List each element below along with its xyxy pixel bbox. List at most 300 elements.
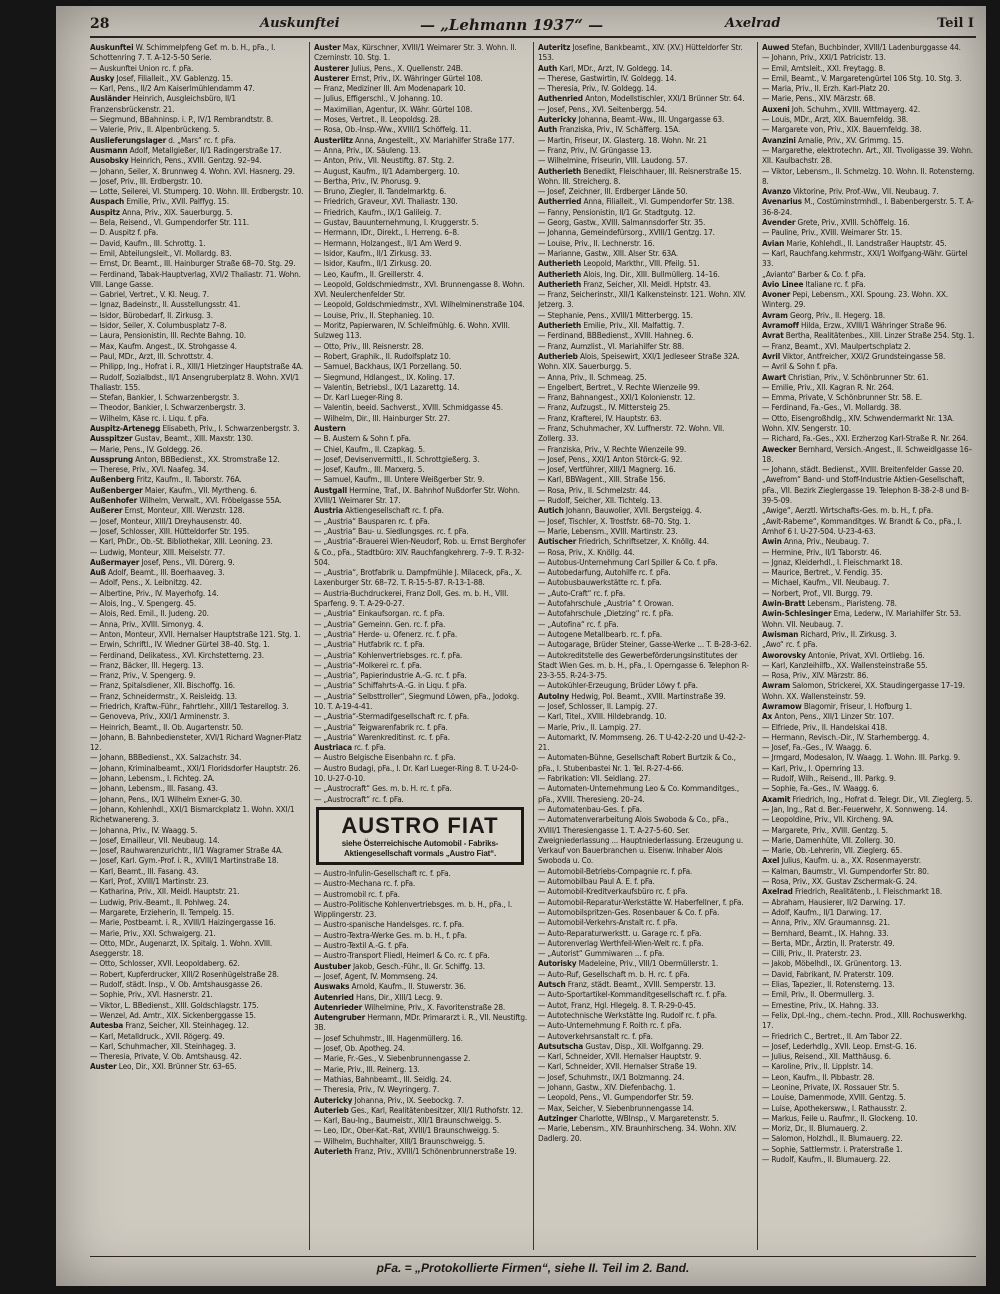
entry-surname: Autherieth [538, 258, 582, 269]
entry-details: — Siegmund, Hdlangest., IX. Koling. 17. [314, 371, 455, 382]
entry-details: Hans, Dir., XIII/1 Lecg. 9. [356, 991, 443, 1002]
directory-entry [314, 104, 528, 114]
directory-entry [538, 588, 752, 598]
directory-entry [762, 536, 976, 546]
entry-details: — Anna, Priv., XIV. Graumannsg. 21. [762, 917, 890, 928]
entry-details: — Austro-Textra-Werke Ges. m. b. H., f. pFa. [314, 929, 467, 940]
entry-details: — Autofahrschule „Dietzing“ rc. f. pFa. [538, 608, 674, 619]
entry-surname: Austuber [314, 960, 351, 971]
directory-entry [538, 958, 752, 968]
directory-entry [538, 145, 752, 155]
entry-surname: Axamit [762, 793, 791, 804]
directory-entry [90, 207, 304, 217]
directory-entry [538, 711, 752, 721]
directory-entry [538, 341, 752, 351]
entry-details: — Louise, Damenmode, XVIII. Gentzg. 5. [762, 1092, 906, 1103]
entry-details: Grete, Priv., XVIII. Schöffelg. 16. [797, 217, 910, 228]
entry-details: Italiane rc. f. pFa. [805, 278, 866, 289]
directory-entry [762, 392, 976, 402]
entry-surname: Autenried [314, 991, 354, 1002]
entry-details: — Hermann, Holzangest., II/1 Am Werd 9. [314, 237, 462, 248]
directory-entry [762, 763, 976, 773]
entry-details: — Anna, Priv., IX. Säuleng. 13. [314, 144, 421, 155]
entry-details: — Automarkt, IV. Mommseng. 26. T U-42-2-20 und U-42-2-21. [538, 731, 746, 753]
entry-details: — Otto, Eisengroßhdlg., XIV. Schwendermarkt Nr. 13A. Wohn. XIV. Sengerstr. 10. [762, 412, 955, 433]
entry-details: — Theodor, Bankier, I. Schwarzenbergstr. 3. [90, 402, 246, 413]
entry-details: Anton, Modellstischler, XXI/1 Brünner Str. 64. [585, 93, 745, 104]
directory-entry [762, 83, 976, 93]
entry-surname: Awram [762, 680, 791, 691]
directory-entry [538, 372, 752, 382]
directory-entry [762, 588, 976, 598]
entry-details: Richard, Priv., II. Zirkusg. 3. [800, 628, 897, 639]
directory-entry [762, 979, 976, 989]
entry-details: — Viktor, Lebensm., II. Schmelzg. 10. Wohn. II. Rotensterng. 8. [762, 165, 975, 186]
entry-surname: Autenrieder [314, 1001, 363, 1012]
directory-entry [314, 1002, 528, 1012]
directory-entry [90, 825, 304, 835]
entry-surname: Awisman [762, 628, 799, 639]
directory-entry [762, 289, 976, 310]
directory-entry [90, 763, 304, 773]
directory-entry [90, 907, 304, 917]
directory-entry [762, 907, 976, 917]
entry-details: — Austro Budagi, pFa., I. Dr. Karl Lueger-Ring 8. T. U-24-0-10. U-27-0-10. [314, 762, 519, 784]
entry-details: rc. f. pFa. [354, 742, 386, 753]
entry-details: — Isidor, Kaufm., II/1 Zirkusg. 20. [314, 258, 432, 269]
entry-details: — Margarete, Priv., XVIII. Gentzg. 5. [762, 824, 889, 835]
directory-entry [538, 773, 752, 783]
entry-details: — Adolf, Kaufm., II/1 Darwing. 17. [762, 906, 882, 917]
directory-entry [762, 196, 976, 217]
directory-entry [90, 969, 304, 979]
directory-entry [762, 166, 976, 187]
entry-details: — Austromobil rc. f. pFa. [314, 888, 400, 899]
directory-entry [90, 320, 304, 330]
entry-details: — Jan, Ing., Rat d. Ber.-Feuerwehr, X. Sonnweng. 14. [762, 803, 948, 814]
directory-entry [314, 73, 528, 83]
directory-entry [314, 783, 528, 793]
entry-details: Bernhard, Versich.-Angest., II. Schweidlgasse 16–18. [762, 443, 973, 464]
entry-details: — Josef, Fa.-Ges., IV. Waagg. 6. [762, 742, 872, 753]
directory-entry [314, 660, 528, 670]
entry-details: Aktiengesellschaft rc. f. pFa. [345, 505, 444, 516]
entry-details: — „Austria“ Einkaufsorgan. rc. f. pFa. [314, 608, 445, 619]
directory-entry [314, 83, 528, 93]
entry-details: — Louise, Priv., II. Stephanieg. 10. [314, 309, 434, 320]
directory-entry [762, 557, 976, 567]
entry-details: — Johann, Pens., IX/1 Wilhelm Exner-G. 30. [90, 793, 242, 804]
entry-surname: Auterieb [314, 1104, 349, 1115]
directory-entry [90, 1020, 304, 1030]
entry-surname: Avram [762, 309, 788, 320]
entry-details: — Austro-Mechana rc. f. pFa. [314, 878, 416, 889]
ad-title: AUSTRO FIAT [341, 812, 499, 838]
entry-details: — Emil, Beamt., V. Margaretengürtel 106 Stg. 10. Stg. 3. [762, 72, 962, 83]
directory-entry [90, 855, 304, 865]
directory-entry [90, 227, 304, 237]
entry-details: — Mathias, Bahnbeamt., III. Seidlg. 24. [314, 1073, 452, 1084]
directory-entry [762, 310, 976, 320]
entry-surname: Austriaca [314, 742, 352, 753]
directory-entry [314, 361, 528, 371]
entry-details: — Johann, Seiler, X. Brunnweg 4. Wohn. XVI. Hasnerg. 29. [90, 165, 295, 176]
directory-entry [538, 1010, 752, 1020]
directory-entry [314, 1146, 528, 1156]
entry-details: — Franz, Aumzlist., VI. Mariahilfer Str. 88. [538, 340, 684, 351]
directory-entry [90, 619, 304, 629]
entry-details: — David, Kaufm., III. Schrottg. 1. [90, 237, 206, 248]
entry-details: — Felix, Dpl.-Ing., chem.-techn. Prod., XIII. Rochuswerkhg. 17. [762, 1009, 967, 1031]
directory-entry [762, 382, 976, 392]
directory-entry [762, 742, 976, 752]
entry-surname: Avender [762, 217, 796, 228]
directory-entry [762, 238, 976, 248]
directory-entry [538, 557, 752, 567]
directory-entry [90, 866, 304, 876]
directory-entry [90, 299, 304, 309]
directory-entry [762, 73, 976, 83]
directory-entry [90, 722, 304, 732]
directory-entry [90, 464, 304, 474]
directory-entry [90, 258, 304, 268]
directory-entry [538, 227, 752, 237]
entry-details: „Awo“ rc. f. pFa. [762, 639, 818, 650]
entry-surname: Autherieth [538, 165, 582, 176]
entry-details: — Siegmund, BBahninsp. i. P., IV/1 Rembrandtstr. 8. [90, 114, 273, 125]
directory-entry [90, 516, 304, 526]
entry-details: Benedikt, Fleischhauer, III. Reisnerstraße 15. Wohn. III. Streicherg. 8. [538, 165, 742, 186]
entry-details: — „Austria“ Schiffahrts-A.-G. in Liqu. f. pFa. [314, 680, 467, 691]
directory-entry [90, 536, 304, 546]
directory-entry [762, 1133, 976, 1143]
entry-surname: Avenarius [762, 196, 802, 207]
directory-entry [538, 464, 752, 474]
directory-entry [314, 1043, 528, 1053]
directory-entry [314, 433, 528, 443]
entry-details: — Samuel, Kaufm., III. Untere Weißgerber Str. 9. [314, 474, 485, 485]
directory-entry [538, 886, 752, 896]
entry-details: — Karoline, Priv., II. Lipplstr. 14. [762, 1061, 873, 1072]
directory-entry [314, 63, 528, 73]
entry-details: — Moses, Vertret., II. Leopoldsg. 28. [314, 114, 441, 125]
directory-entry [314, 464, 528, 474]
entry-details: Amalie, Priv., XV. Grimmg. 15. [798, 134, 904, 145]
entry-details: Ges., Karl, Realitätenbesitzer, XII/1 Ruthofstr. 12. [350, 1104, 523, 1115]
entry-details: — Samuel, Backhaus, IX/1 Porzellang. 50. [314, 361, 462, 372]
column-divider [757, 42, 758, 1250]
directory-entry [90, 330, 304, 340]
entry-details: — Abraham, Hausierer, II/2 Darwing. 17. [762, 896, 906, 907]
entry-details: — Josef, Monteur, XIII/1 Dreyhausenstr. 40. [90, 515, 242, 526]
entry-details: — Pauline, Priv., XVIII. Weimarer Str. 15. [762, 227, 903, 238]
directory-entry [538, 392, 752, 402]
entry-details: — Friedrich, Kraftw.-Führ., Fahrtlehr., XIII/1 Testarellog. 3. [90, 701, 289, 711]
directory-entry [314, 217, 528, 227]
directory-entry [314, 155, 528, 165]
entry-surname: Auspach [90, 196, 125, 207]
entry-details: Arnold, Kaufm., II. Stuwerstr. 36. [351, 981, 466, 992]
entry-surname: Auth [538, 124, 558, 135]
entry-surname: Auxeni [762, 103, 790, 114]
directory-entry [762, 1092, 976, 1102]
entry-details: — Margarete, Erzieherin, II. Tempelg. 15. [90, 906, 234, 917]
directory-entry [762, 804, 976, 814]
entry-details: — Dr. Karl Lueger-Ring 8. [314, 392, 403, 403]
entry-surname: Auterieth [314, 1145, 353, 1156]
directory-entry [314, 878, 528, 888]
directory-entry [90, 660, 304, 670]
entry-details: — Karl, BBWagent., XIII. Straße 156. [538, 474, 666, 485]
entry-details: — Autokreditstelle des Gewerbeförderungsinstitutes der Stadt Wien Ges. m. b. H., pFa., I. Operngasse 6. Telephon R-23-3-55. R-24-3-75. [538, 649, 749, 681]
entry-details: — Josef, Lederhdlg., XVII. Leop. Ernst-G. 16. [762, 1040, 917, 1051]
entry-details: — Heinrich, Beamt., II. Ob. Augartenstr. 50. [90, 721, 244, 732]
directory-entry [538, 351, 752, 372]
entry-details: — Johann, Gastw., XIV. Diefenbachg. 1. [538, 1081, 676, 1092]
entry-details: — „Austria“ Selbsttroller“, Siegmund Löwen, pFa., Jodokg. 10. T. A-19-4-41. [314, 690, 520, 711]
entry-details: — Anna, Priv., XVIII. Simonyg. 4. [90, 618, 204, 629]
entry-details: — Johann, Kohlenhdl., XXI/1 Bismarckplatz 1. Wohn. XXI/1 Richetwanereng. 3. [90, 803, 295, 825]
entry-details: Max, Kürschner, XVIII/1 Weimarer Str. 3. Wohn. II. Czerninstr. 10. Stg. 1. [314, 42, 517, 63]
directory-entry [314, 1095, 528, 1105]
entry-details: Salomon, Strickerei, XX. Staudingergasse 17–19. Wohn. XX. Wallensteinstr. 59. [762, 680, 965, 701]
entry-surname: Austerer [314, 72, 349, 83]
directory-entry [762, 93, 976, 103]
entry-details: — Franz, Bahnangest., XXI/1 Kolonienstr. 12. [538, 392, 696, 403]
directory-entry [314, 732, 528, 742]
entry-surname: Außenberger [90, 484, 143, 495]
entry-details: — Franziska, Priv., V. Rechte Wienzeile 99. [538, 443, 687, 454]
entry-surname: Autsch [538, 979, 566, 990]
entry-details: Franz, Seicher, XII. Meidl. Hptstr. 43. [583, 278, 711, 289]
entry-details: Johanna, Priv., IX. Seebockg. 7. [354, 1094, 464, 1105]
entry-details: — „Austria“ Bau- u. Siedlungsges. rc. f. pFa. [314, 525, 469, 536]
entry-surname: Avril [762, 350, 781, 361]
entry-details: Lebensm., Piaristeng. 78. [807, 598, 897, 609]
directory-entry [314, 176, 528, 186]
directory-entry [314, 124, 528, 134]
entry-details: — Erwin, Schriftl., IV. Wiedner Gürtel 38–40. Stg. 1. [90, 639, 270, 650]
directory-entry [538, 1123, 752, 1144]
directory-entry [538, 330, 752, 340]
entry-details: Karl, MDr., Arzt, IV. Goldegg. 14. [559, 62, 673, 73]
directory-entry [90, 402, 304, 412]
entry-details: Christian, Priv., V. Schönbrunner Str. 61. [788, 371, 929, 382]
entry-details: Viktor, Antfreicher, XXI/2 Grundsteingasse 58. [782, 350, 946, 361]
entry-details: — Avril & Sohn f. pFa. [762, 361, 838, 372]
page-footer: pFa. = „Protokollierte Firmen“, siehe II. Teil im 2. Band. [90, 1256, 976, 1279]
entry-details: Adolf, Beamt., III. Boerhaaveg. 3. [108, 567, 225, 578]
entry-details: — Maurice, Bertret., V. Fendig. 35. [762, 567, 883, 578]
entry-details: — Franz, Krafterei, IV. Hauptstr. 63. [538, 412, 662, 423]
entry-details: — Wilhelm, Dir., III. Hainburger Str. 27. [314, 412, 450, 423]
entry-details: — Leo, IDr., Ober-Kat.-Rat, XVIII/1 Braunschweigg. 5. [314, 1125, 500, 1136]
directory-entry [762, 351, 976, 361]
directory-entry [538, 577, 752, 587]
entry-details: — Ferdinand, Delikatess., XVI. Kirchstetterng. 23. [90, 649, 264, 660]
directory-entry [314, 722, 528, 732]
directory-entry [538, 279, 752, 289]
directory-entry [90, 794, 304, 804]
entry-details: Ernst, Priv., IX. Währinger Gürtel 108. [351, 72, 483, 83]
entry-details: — „Austria“-Molkerei rc. f. pFa. [314, 659, 422, 670]
entry-details: — Franz, Schuhmacher, XV. Luffnerstr. 72. Wohn. VII. Zollerg. 33. [538, 422, 725, 444]
entry-details: — Leonine, Private, IX. Rossauer Str. 5. [762, 1081, 900, 1092]
directory-entry [90, 938, 304, 959]
entry-surname: Auwed [762, 42, 790, 52]
entry-details: — Franz, Seicherinstr., XII/1 Kalkensteinstr. 121. Wohn. XIV. Jetzerg. 3. [538, 289, 746, 310]
directory-entry [90, 505, 304, 515]
entry-details: M., Costüminstrmhdl., I. Babenbergerstr. 5. T. A-36-8-24. [762, 196, 974, 217]
directory-entry [90, 588, 304, 598]
directory-entry [314, 691, 528, 712]
directory-entry [90, 114, 304, 124]
entry-details: — Autofahrschule „Austria“ f. Orowan. [538, 598, 674, 609]
directory-entry [762, 474, 976, 505]
entry-details: Johann, Bauwolier, XVII. Bergsteigg. 4. [565, 505, 702, 516]
entry-details: — „Austria“ Teigwarenfabrik rc. f. pFa. [314, 721, 448, 732]
directory-entry [314, 899, 528, 920]
entry-details: — Johann, BBBedienst., XX. Salzachstr. 34. [90, 752, 242, 763]
entry-surname: Ausspitzer [90, 433, 133, 444]
entry-details: — Josef, Karl. Gym.-Prof. i. R., XVIII/1 Martinstraße 18. [90, 855, 279, 866]
directory-entry [90, 670, 304, 680]
directory-entry [538, 248, 752, 258]
entry-details: — Norbert, Prof., VII. Burgg. 79. [762, 587, 873, 598]
entry-surname: Autherried [538, 196, 582, 207]
directory-entry [762, 135, 976, 145]
entry-details: — Rudolf, Seicher, XII. Tichtelg. 13. [538, 495, 662, 506]
entry-details: Anna, Angestellt., XV. Mariahilfer Straße 177. [355, 134, 515, 145]
directory-entry [314, 940, 528, 950]
column-2 [314, 42, 528, 1250]
directory-entry [90, 341, 304, 351]
directory-entry [314, 248, 528, 258]
entry-details: Heinrich, Ausgleichsbüro, II/1 Franzensbrückenstr. 21. [90, 93, 236, 114]
entry-details: — Rosa, Priv., II. Schmelzstr. 44. [538, 484, 651, 495]
directory-entry [314, 166, 528, 176]
directory-entry [314, 93, 528, 103]
directory-entry [538, 269, 752, 279]
entry-details: „Awefrom“ Band- und Stoff-Industrie Aktien-Gesellschaft, pFa., VII. Bezirk Zieglergasse 19. Telephon B-38-2-8 und B-39-5-09. [762, 474, 969, 506]
directory-entry [90, 752, 304, 762]
directory-entry [90, 42, 304, 63]
entry-details: — Leo, Kaufm., II. Greillerstr. 4. [314, 268, 424, 279]
entry-details: — Johann, B. Bahnbediensteter, XVI/1 Richard Wagner-Platz 12. [90, 731, 302, 753]
directory-entry [538, 1020, 752, 1030]
entry-details: — Valentin, beeid. Sachverst., XVIII. Schmidgasse 45. [314, 402, 503, 413]
directory-entry [762, 814, 976, 824]
directory-entry [762, 711, 976, 721]
column-4 [762, 42, 976, 1250]
entry-details: — Josef, Devisenvermittl., II. Schrottgießerg. 3. [314, 453, 480, 464]
entry-details: — Rosa, Priv., X. Knöllg. 44. [538, 546, 635, 557]
directory-entry [538, 166, 752, 187]
directory-entry [314, 372, 528, 382]
entry-details: — Fanny, Pensionistin, II/1 Gr. Stadtgutg. 12. [538, 206, 696, 217]
entry-surname: Austerer [314, 62, 349, 73]
entry-details: — Karl, Beamt., III. Fasang. 43. [90, 865, 199, 876]
entry-details: — David, Fabrikant, IV. Praterstr. 109. [762, 968, 894, 979]
entry-details: — Josef, Schuhmstr., IX/1 Bolzmanng. 24. [538, 1071, 685, 1082]
entry-details: — Automobil-Kreditverkaufsbüro rc. f. pFa. [538, 886, 688, 897]
directory-entry [762, 547, 976, 557]
directory-entry [90, 598, 304, 608]
austro-fiat-ad [316, 807, 524, 865]
entry-details: — Emil, Priv., II. Obermullerg. 3. [762, 989, 874, 1000]
entry-details: — Maximilian, Agentur, IX. Währ. Gürtel 108. [314, 103, 473, 114]
directory-entry [90, 485, 304, 495]
entry-details: Josefine, Bankbeamt., XIV. (XV.) Hütteldorfer Str. 153. [538, 42, 743, 63]
entry-details: Marie, Kohlehdl., II. Landstraßer Hauptstr. 45. [786, 237, 947, 248]
entry-details: — Johanna, Gemeindefürsorg., XVIII/1 Gentzg. 17. [538, 227, 715, 238]
directory-entry [762, 1072, 976, 1082]
entry-details: — Josef, Emailleur, VII. Neubaug. 14. [90, 834, 220, 845]
entry-surname: Auskunftei [90, 42, 134, 52]
entry-details: — Sophie, Priv., XVI. Hasnerstr. 21. [90, 989, 213, 1000]
entry-surname: Austria [314, 505, 343, 516]
directory-entry [314, 186, 528, 196]
entry-details: — Auto-Sportartikel-Kommanditgesellschaft rc. f. pFa. [538, 989, 727, 1000]
entry-surname: Awin [762, 536, 782, 547]
entry-details: — Stephanie, Pens., XVIII/1 Mitterbergg. 15. [538, 309, 693, 320]
entry-details: — Otto, Priv., III. Reisnerstr. 28. [314, 340, 424, 351]
directory-entry [762, 876, 976, 886]
directory-entry [314, 670, 528, 680]
directory-entry [538, 598, 752, 608]
entry-details: — Bernhard, Beamt., IX. Hahng. 33. [762, 927, 889, 938]
directory-entry [762, 650, 976, 660]
entry-surname: Autesba [90, 1020, 124, 1031]
entry-details: — Anna, Priv., II. Schmeag. 25. [538, 371, 647, 382]
entry-details: — Josef, Schlosser, II. Lampig. 27. [538, 701, 658, 711]
entry-details: — Marie, Pens., IV. Goldegg. 26. [90, 443, 203, 454]
column-3 [538, 42, 752, 1250]
directory-entry [538, 516, 752, 526]
directory-entry [762, 825, 976, 835]
directory-entry [538, 217, 752, 227]
entry-details: — Louis, MDr., Arzt, XIX. Bauernfeldg. 38. [762, 114, 909, 125]
entry-details: — Theresia, Priv., IV. Weyringerg. 7. [314, 1084, 440, 1095]
entry-details: — Michael, Kaufm., VII. Neubaug. 7. [762, 577, 890, 588]
entry-details: — Autogene Metallbearb. rc. f. pFa. [538, 628, 663, 639]
directory-entry [538, 42, 752, 63]
entry-details: Madeleine, Priv., VIII/1 Obermüllerstr. 1. [578, 958, 719, 969]
entry-details: — Autobedarfung, Autohilfe rc. f. pFa. [538, 567, 671, 578]
directory-entry [314, 207, 528, 217]
directory-entry [762, 670, 976, 680]
entry-surname: Ausobsky [90, 155, 129, 166]
directory-entry [762, 629, 976, 639]
directory-entry [538, 1082, 752, 1092]
directory-entry [90, 351, 304, 361]
directory-entry [762, 104, 976, 114]
entry-details: Anna, Priv., XIX. Sauerburgg. 5. [122, 206, 233, 217]
directory-entry [314, 889, 528, 899]
directory-entry [314, 971, 528, 981]
entry-surname: Avramoff [762, 320, 799, 331]
entry-details: Alois, Ing. Dir., XIII. Bullmüllerg. 14–16. [583, 268, 720, 279]
entry-details: Anton, BBBedienst., XX. Stromstraße 12. [135, 453, 280, 464]
entry-details: — Rudolf, Kaufm., II. Blumauerg. 22. [762, 1154, 891, 1165]
entry-surname: Außenberg [90, 474, 135, 485]
directory-entry [762, 897, 976, 907]
directory-entry [90, 1000, 304, 1010]
directory-entry [538, 1041, 752, 1051]
entry-details: — Karl, Schuhmacher, XII. Steinhageg. 3. [90, 1040, 236, 1051]
directory-entry [538, 650, 752, 681]
directory-entry [762, 598, 976, 608]
